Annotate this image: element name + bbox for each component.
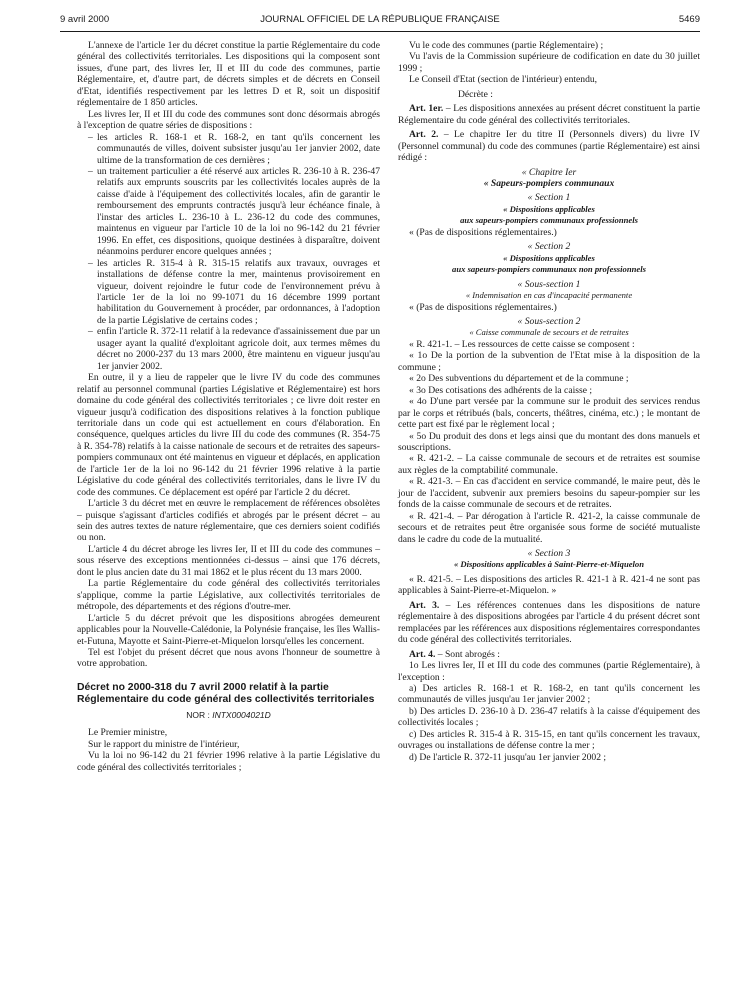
list-item: – enfin l'article R. 372-11 relatif à la redevance d'assainissement due par un usager ayant la qualité d'exploitant agricole doit, aux termes mêmes du décret no 2000-237 du 13 mars 2000, être maintenu en vigueur jusqu'au 1er janvier 2002. bbox=[88, 326, 380, 372]
list-item: – les articles R. 168-1 et R. 168-2, en tant qu'ils concernent les communautés de villes, doivent subsister jusqu'au 1er janvier 2002, date ultime de la transformation de ces dernières ; bbox=[88, 132, 380, 166]
list-item: – les articles R. 315-4 à R. 315-15 relatifs aux travaux, ouvrages et installations de défense contre la mer, maintenus provisoirement en vigueur, doivent rejoindre le futur code de l'environnement prévu à l'article 1er de la loi no 99-1071 du 16 décembre 1999 portant habilitation du Gouvernement à procéder, par ordonnances, à l'adoption de la partie Législative de certains codes ; bbox=[88, 258, 380, 327]
paragraph: Vu l'avis de la Commission supérieure de codification en date du 30 juillet 1999 ; bbox=[398, 51, 700, 74]
paragraph: Le Premier ministre, bbox=[88, 727, 168, 739]
article-text: – Les dispositions annexées au présent décret constituent la partie Réglementaire du code général des collectivités territoriales. bbox=[398, 103, 700, 126]
decrete-line: Décrète : bbox=[458, 88, 493, 100]
paragraph: « (Pas de dispositions réglementaires.) bbox=[409, 226, 557, 238]
article-label: Art. 4. bbox=[409, 648, 436, 660]
header-rule bbox=[60, 31, 700, 32]
header-journal-title: JOURNAL OFFICIEL DE LA RÉPUBLIQUE FRANÇAISE bbox=[260, 14, 500, 25]
article-label: Art. 3. bbox=[409, 599, 440, 611]
paragraph: c) Des articles R. 315-4 à R. 315-15, en tant qu'ils concernent les travaux, ouvrages ou installations de défense contre la mer ; bbox=[398, 728, 700, 752]
chapter-heading: « Chapitre Ier bbox=[521, 166, 577, 178]
paragraph: « (Pas de dispositions réglementaires.) bbox=[409, 301, 557, 313]
paragraph: « R. 421-4. – Par dérogation à l'article R. 421-2, la caisse communale de secours et de retraites peut être organisée sous forme de société mutualiste dans le cadre du code de la mutualité. bbox=[398, 510, 700, 545]
list-item: « 3o Des cotisations des adhérents de la caisse ; bbox=[409, 384, 593, 396]
section-title: aux sapeurs-pompiers communaux professionnels bbox=[460, 215, 638, 226]
paragraph: La partie Réglementaire du code général des collectivités territoriales s'applique, comme la partie Législative, aux collectivités territoriales de métropole, des départements et des régions d'outre-mer. bbox=[77, 578, 380, 613]
paragraph: L'article 4 du décret abroge les livres Ier, II et III du code des communes – sous réserve des exceptions mentionnées ci-dessus – ainsi que 176 décrets, dont le plus ancien date du 31 mai 1862 et le plus récent du 13 mars 2000. bbox=[77, 543, 380, 578]
section-title: « Dispositions applicables bbox=[503, 252, 595, 263]
article-1 bbox=[398, 103, 700, 126]
list-item: « 1o De la portion de la subvention de l'Etat mise à la disposition de la commune ; bbox=[398, 350, 700, 373]
section-title: « Dispositions applicables à Saint-Pierre-et-Miquelon bbox=[453, 559, 645, 570]
article-4 bbox=[398, 649, 700, 660]
paragraph: Le Conseil d'Etat (section de l'intérieur) entendu, bbox=[409, 74, 598, 86]
section-heading: « Section 2 bbox=[527, 241, 571, 253]
chapter-title: « Sapeurs-pompiers communaux bbox=[483, 177, 615, 189]
paragraph: « R. 421-1. – Les ressources de cette caisse se composent : bbox=[409, 338, 635, 350]
nor-reference bbox=[77, 710, 380, 721]
page-header bbox=[60, 14, 700, 30]
paragraph: Vu la loi no 96-142 du 21 février 1996 relative à la partie Législative du code général des collectivités territoriales ; bbox=[77, 750, 380, 773]
paragraph: d) De l'article R. 372-11 jusqu'au 1er janvier 2002 ; bbox=[409, 751, 607, 763]
article-text: – Sont abrogés : bbox=[435, 648, 500, 660]
paragraph: L'article 3 du décret met en œuvre le remplacement de références obsolètes – puisque s'agissant d'articles codifiés et abrogés par le présent décret – au sein des autres textes de nature réglementaire, que ces derniers soient codifiés ou non. bbox=[77, 498, 380, 544]
paragraph: « R. 421-3. – En cas d'accident en service commandé, le maire peut, dès le jour de l'accident, subvenir aux premiers besoins du sapeur-pompier sur les fonds de la caisse communale de secours et de retraites. bbox=[398, 476, 700, 511]
paragraph: Sur le rapport du ministre de l'intérieur, bbox=[88, 738, 240, 750]
paragraph: Les livres Ier, II et III du code des communes sont donc désormais abrogés à l'exception de quatre séries de dispositions : bbox=[77, 108, 380, 132]
list-item: « 2o Des subventions du département et de la commune ; bbox=[409, 373, 629, 385]
header-page-number: 5469 bbox=[678, 14, 700, 25]
subsection-title: « Caisse communale de secours et de retraites bbox=[469, 327, 629, 338]
article-text: – Le chapitre Ier du titre II (Personnels divers) du livre IV (Personnel communal) du code des communes (partie Réglementaire) est ainsi rédigé : bbox=[398, 129, 701, 164]
nor-code: INTX0004021D bbox=[212, 709, 271, 720]
article-3 bbox=[398, 600, 700, 646]
article-label: Art. 1er. bbox=[409, 103, 444, 115]
exception-list bbox=[77, 132, 380, 373]
list-item: « 4o D'une part versée par la commune sur le produit des services rendus par le corps et rétribués (bals, concerts, théâtres, cinéma, etc.) ; le montant de cette part est fixé par le règlement local ; bbox=[398, 396, 700, 431]
paragraph: « R. 421-2. – La caisse communale de secours et de retraites est soumise aux règles de la comptabilité communale. bbox=[398, 453, 700, 476]
paragraph: En outre, il y a lieu de rappeler que le livre IV du code des communes relatif au personnel communal (parties Législative et Réglementaire) est hors domaine du code général des collectivités territoriales ; ce livre doit rester en vigueur jusqu'à codification des dispositions relatives à la fonction publique territoriale dans un code qui est actuellement en cours d'élaboration. En conséquence, quelques articles du livre III du code des communes (R. 354-75 à R. 354-78) relatifs à la caisse nationale de secours et de retraites des sapeurs-pompiers communaux ont été maintenus en vigueur et déplacés, en application de l'article 1er de la loi no 96-142 du 21 février 1996 relative à la partie Législative du code général des collectivités territoriales, dans le livre IV du code des communes. Ce déplacement est opéré par l'article 2 du décret. bbox=[77, 372, 380, 498]
paragraph: L'article 5 du décret prévoit que les dispositions abrogées demeurent applicables pour la Nouvelle-Calédonie, la Polynésie française, les îles Wallis-et-Futuna, Mayotte et Saint-Pierre-et-Miquelon lorsqu'elles les concernent. bbox=[77, 612, 380, 647]
list-item: – un traitement particulier a été réservé aux articles R. 236-10 à R. 236-47 relatifs aux emprunts souscrits par les collectivités locales auprès de la caisse d'aide à l'équipement des collectivités locales, afin de garantir le remboursement des emprunts contractés jusqu'à leur échéance finale, à l'instar des articles L. 236-10 à L. 236-12 du code des communes, maintenus en vigueur par l'article 10 de la loi no 96-142 du 21 février 1996. En effet, ces dispositions, quoique destinées à disparaître, doivent néanmoins perdurer encore quelques années ; bbox=[88, 166, 380, 258]
subsection-heading: « Sous-section 1 bbox=[517, 278, 581, 290]
list-item: « 5o Du produit des dons et legs ainsi que du montant des dons manuels et souscriptions. bbox=[398, 430, 700, 453]
paragraph: L'annexe de l'article 1er du décret constitue la partie Réglementaire du code général des collectivités territoriales. Les dispositions qui la composent sont issues, d'une part, des livres Ier, II et III du code des communes, partie Réglementaire, et, d'autre part, de décrets simples et de décrets en Conseil d'Etat, identifiés respectivement par les lettres D et R, soit un dispositif réglementaire de 1 850 articles. bbox=[77, 40, 380, 109]
section-heading: « Section 3 bbox=[527, 548, 571, 560]
article-text: – Les références contenues dans les dispositions de nature réglementaire à des dispositions abrogées par l'article 4 du présent décret sont remplacées par les références aux dispositions réglementaires correspondantes du code général des collectivités territoriales. bbox=[398, 599, 700, 646]
nor-label: NOR : bbox=[186, 709, 210, 720]
paragraph: b) Des articles D. 236-10 à D. 236-47 relatifs à la caisse d'équipement des collectivités locales ; bbox=[398, 705, 700, 729]
paragraph: Tel est l'objet du présent décret que nous avons l'honneur de soumettre à votre approbation. bbox=[77, 647, 380, 670]
header-date: 9 avril 2000 bbox=[60, 14, 110, 25]
article-2 bbox=[398, 129, 700, 163]
section-title: aux sapeurs-pompiers communaux non professionnels bbox=[452, 264, 646, 275]
section-title: « Dispositions applicables bbox=[503, 203, 595, 214]
subsection-title: « Indemnisation en cas d'incapacité permanente bbox=[465, 290, 633, 301]
paragraph: 1o Les livres Ier, II et III du code des communes (partie Réglementaire), à l'exception : bbox=[398, 660, 700, 683]
paragraph: Vu le code des communes (partie Réglementaire) ; bbox=[409, 40, 604, 51]
paragraph: « R. 421-5. – Les dispositions des articles R. 421-1 à R. 421-4 ne sont pas applicables à Saint-Pierre-et-Miquelon. » bbox=[398, 573, 700, 597]
right-column bbox=[398, 40, 700, 763]
paragraph: a) Des articles R. 168-1 et R. 168-2, en tant qu'ils concernent les communautés de villes jusqu'au 1er janvier 2002 ; bbox=[398, 683, 700, 706]
section-heading: « Section 1 bbox=[527, 192, 571, 204]
article-label: Art. 2. bbox=[409, 129, 439, 141]
subsection-heading: « Sous-section 2 bbox=[517, 315, 581, 327]
left-column bbox=[77, 40, 380, 773]
decree-title: Décret no 2000-318 du 7 avril 2000 relatif à la partie Réglementaire du code général des collectivités territoriales bbox=[77, 681, 375, 705]
